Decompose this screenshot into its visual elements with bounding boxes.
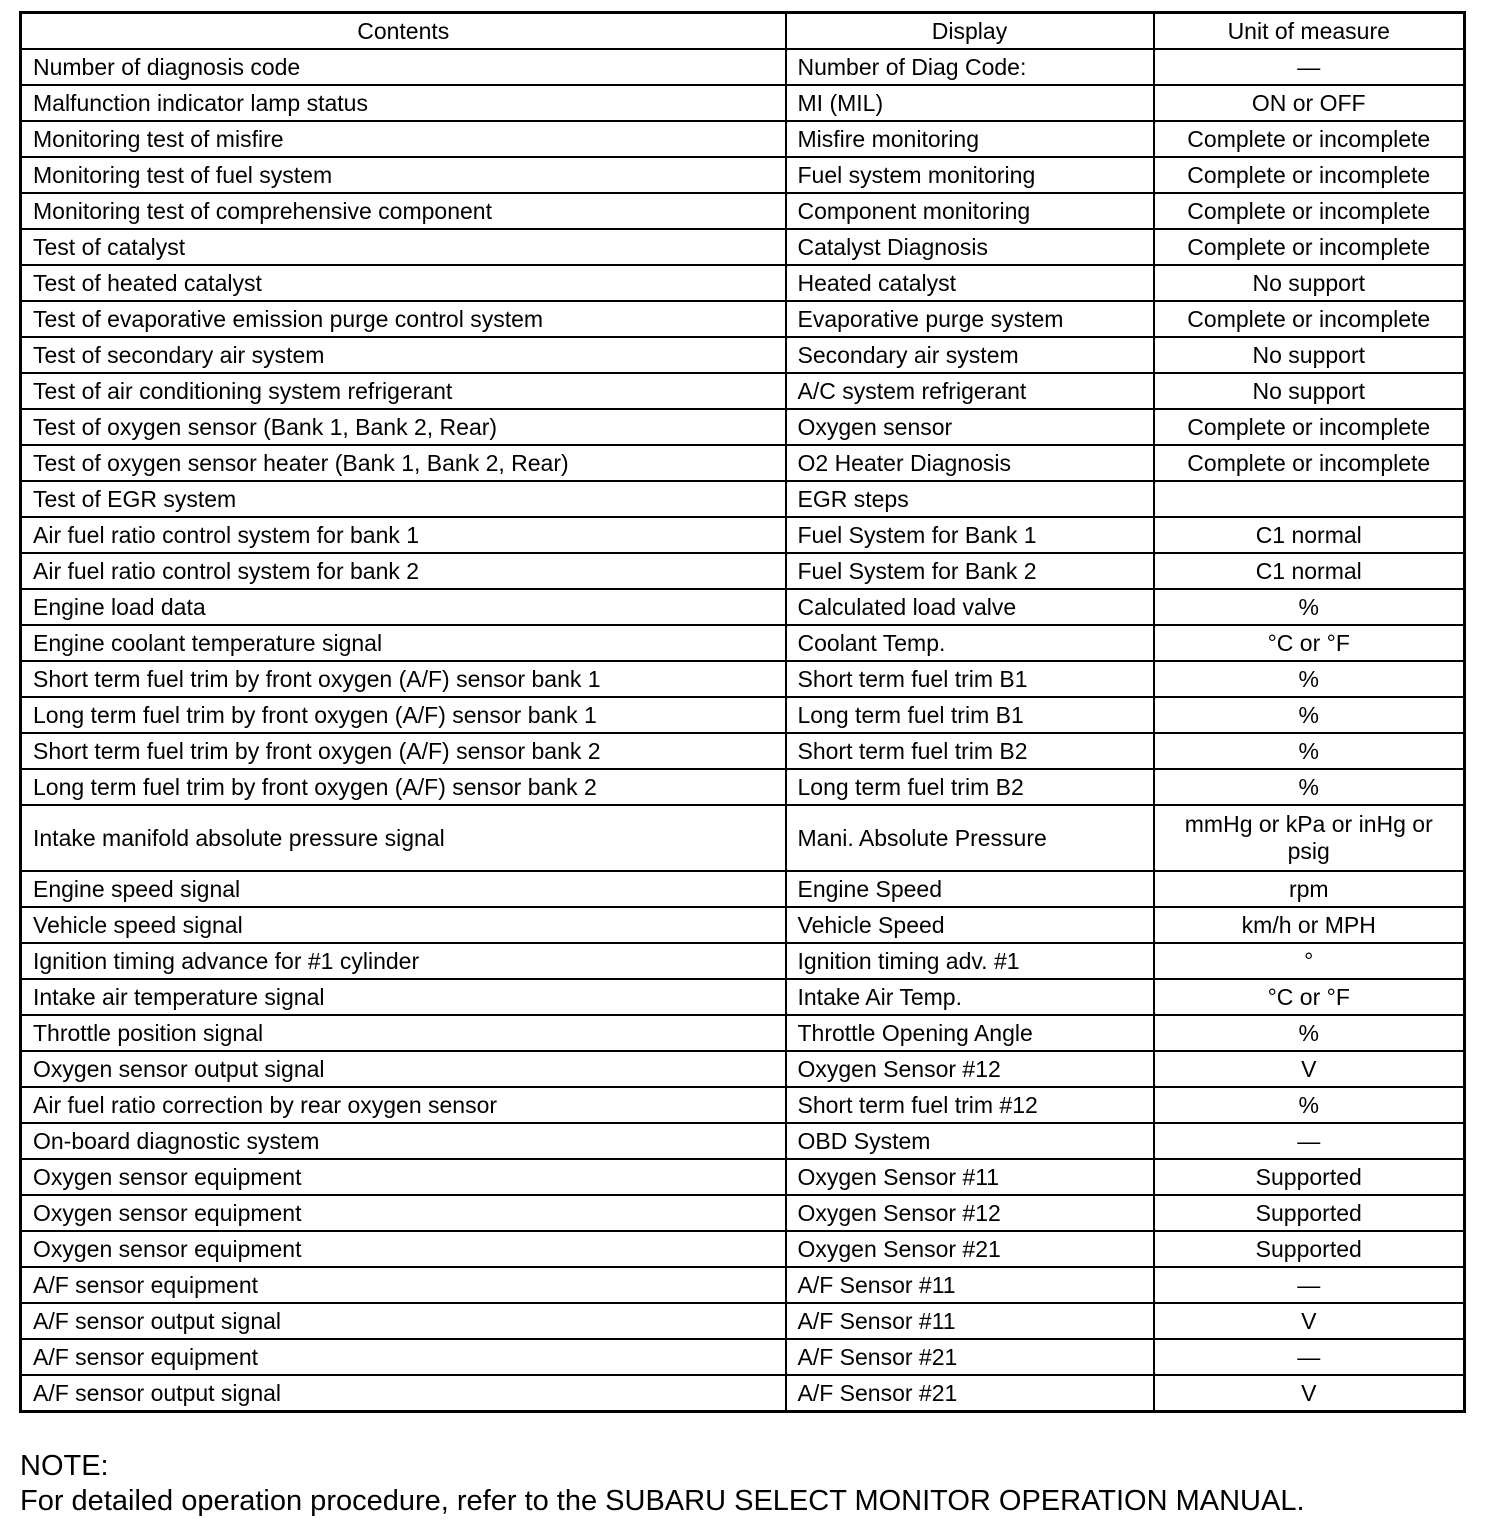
cell-unit: Complete or incomplete	[1154, 409, 1465, 445]
cell-unit: Complete or incomplete	[1154, 121, 1465, 157]
table-row	[21, 193, 1465, 229]
cell-contents: A/F sensor output signal	[21, 1375, 786, 1412]
cell-contents: Long term fuel trim by front oxygen (A/F) sensor bank 1	[21, 697, 786, 733]
cell-unit: —	[1154, 1339, 1465, 1375]
cell-display: Long term fuel trim B2	[786, 769, 1154, 805]
cell-contents: Test of oxygen sensor (Bank 1, Bank 2, Rear)	[21, 409, 786, 445]
cell-contents: Oxygen sensor equipment	[21, 1231, 786, 1267]
diagnostic-data-table	[19, 11, 1466, 1413]
cell-unit: mmHg or kPa or inHg or psig	[1154, 805, 1465, 871]
table-row	[21, 157, 1465, 193]
cell-display: EGR steps	[786, 481, 1154, 517]
cell-contents: Ignition timing advance for #1 cylinder	[21, 943, 786, 979]
cell-unit: °C or °F	[1154, 979, 1465, 1015]
table-row	[21, 1267, 1465, 1303]
cell-unit: Supported	[1154, 1159, 1465, 1195]
cell-unit: —	[1154, 1267, 1465, 1303]
cell-contents: A/F sensor equipment	[21, 1267, 786, 1303]
cell-display: Calculated load valve	[786, 589, 1154, 625]
cell-contents: A/F sensor equipment	[21, 1339, 786, 1375]
cell-display: Oxygen Sensor #12	[786, 1051, 1154, 1087]
cell-unit: °C or °F	[1154, 625, 1465, 661]
cell-unit: V	[1154, 1303, 1465, 1339]
cell-display: Number of Diag Code:	[786, 49, 1154, 85]
cell-contents: Engine coolant temperature signal	[21, 625, 786, 661]
cell-display: A/F Sensor #11	[786, 1267, 1154, 1303]
cell-display: Short term fuel trim B1	[786, 661, 1154, 697]
cell-unit: km/h or MPH	[1154, 907, 1465, 943]
cell-display: Catalyst Diagnosis	[786, 229, 1154, 265]
cell-contents: Malfunction indicator lamp status	[21, 85, 786, 121]
cell-display: MI (MIL)	[786, 85, 1154, 121]
table-row	[21, 733, 1465, 769]
table-body	[21, 49, 1465, 1412]
cell-display: Vehicle Speed	[786, 907, 1154, 943]
cell-contents: Test of air conditioning system refrigerant	[21, 373, 786, 409]
cell-contents: Engine load data	[21, 589, 786, 625]
cell-unit: %	[1154, 661, 1465, 697]
cell-display: Mani. Absolute Pressure	[786, 805, 1154, 871]
table-row	[21, 943, 1465, 979]
cell-display: Coolant Temp.	[786, 625, 1154, 661]
table-row	[21, 85, 1465, 121]
cell-display: Intake Air Temp.	[786, 979, 1154, 1015]
table-row	[21, 445, 1465, 481]
note-heading: NOTE:	[20, 1450, 109, 1482]
cell-contents: A/F sensor output signal	[21, 1303, 786, 1339]
table-row	[21, 589, 1465, 625]
table-row	[21, 121, 1465, 157]
cell-unit: Complete or incomplete	[1154, 229, 1465, 265]
cell-unit: %	[1154, 1087, 1465, 1123]
cell-display: Ignition timing adv. #1	[786, 943, 1154, 979]
cell-contents: Monitoring test of comprehensive component	[21, 193, 786, 229]
table-row	[21, 265, 1465, 301]
cell-unit: Complete or incomplete	[1154, 193, 1465, 229]
note-block	[20, 1449, 1305, 1519]
cell-unit	[1154, 481, 1465, 517]
table-row	[21, 697, 1465, 733]
cell-display: Component monitoring	[786, 193, 1154, 229]
cell-unit: °	[1154, 943, 1465, 979]
cell-contents: Monitoring test of misfire	[21, 121, 786, 157]
table-row	[21, 1375, 1465, 1412]
cell-contents: Test of oxygen sensor heater (Bank 1, Bank 2, Rear)	[21, 445, 786, 481]
cell-unit: No support	[1154, 373, 1465, 409]
cell-unit: rpm	[1154, 871, 1465, 907]
cell-unit: No support	[1154, 265, 1465, 301]
table-row	[21, 301, 1465, 337]
cell-unit: C1 normal	[1154, 517, 1465, 553]
table-row	[21, 1195, 1465, 1231]
cell-unit: ON or OFF	[1154, 85, 1465, 121]
table-row	[21, 1303, 1465, 1339]
cell-unit: %	[1154, 697, 1465, 733]
cell-display: A/C system refrigerant	[786, 373, 1154, 409]
table-row	[21, 907, 1465, 943]
cell-unit: Complete or incomplete	[1154, 445, 1465, 481]
table-row	[21, 805, 1465, 871]
cell-contents: Oxygen sensor output signal	[21, 1051, 786, 1087]
cell-unit: V	[1154, 1375, 1465, 1412]
note-text: For detailed operation procedure, refer to the SUBARU SELECT MONITOR OPERATION MANUAL.	[20, 1485, 1305, 1517]
table-row	[21, 769, 1465, 805]
column-header-display: Display	[786, 13, 1154, 50]
cell-display: Heated catalyst	[786, 265, 1154, 301]
cell-contents: Intake manifold absolute pressure signal	[21, 805, 786, 871]
cell-display: O2 Heater Diagnosis	[786, 445, 1154, 481]
cell-contents: Test of heated catalyst	[21, 265, 786, 301]
cell-display: Fuel System for Bank 1	[786, 517, 1154, 553]
cell-contents: Intake air temperature signal	[21, 979, 786, 1015]
cell-unit: Complete or incomplete	[1154, 157, 1465, 193]
table-row	[21, 871, 1465, 907]
cell-contents: Vehicle speed signal	[21, 907, 786, 943]
cell-contents: Air fuel ratio control system for bank 2	[21, 553, 786, 589]
cell-unit: %	[1154, 733, 1465, 769]
column-header-unit: Unit of measure	[1154, 13, 1465, 50]
cell-display: Misfire monitoring	[786, 121, 1154, 157]
table-row	[21, 229, 1465, 265]
cell-unit: C1 normal	[1154, 553, 1465, 589]
cell-contents: Air fuel ratio control system for bank 1	[21, 517, 786, 553]
table-row	[21, 625, 1465, 661]
cell-display: Oxygen Sensor #21	[786, 1231, 1154, 1267]
cell-unit: Supported	[1154, 1195, 1465, 1231]
cell-unit: Supported	[1154, 1231, 1465, 1267]
cell-contents: Engine speed signal	[21, 871, 786, 907]
cell-display: Oxygen sensor	[786, 409, 1154, 445]
cell-display: Fuel system monitoring	[786, 157, 1154, 193]
table-row	[21, 373, 1465, 409]
cell-display: Oxygen Sensor #12	[786, 1195, 1154, 1231]
cell-contents: Test of catalyst	[21, 229, 786, 265]
cell-display: Fuel System for Bank 2	[786, 553, 1154, 589]
cell-display: Long term fuel trim B1	[786, 697, 1154, 733]
table-row	[21, 1087, 1465, 1123]
cell-unit: Complete or incomplete	[1154, 301, 1465, 337]
table-row	[21, 1231, 1465, 1267]
cell-contents: Number of diagnosis code	[21, 49, 786, 85]
table-row	[21, 481, 1465, 517]
table-row	[21, 337, 1465, 373]
cell-display: Engine Speed	[786, 871, 1154, 907]
table-row	[21, 553, 1465, 589]
cell-display: A/F Sensor #11	[786, 1303, 1154, 1339]
cell-display: A/F Sensor #21	[786, 1339, 1154, 1375]
cell-contents: Monitoring test of fuel system	[21, 157, 786, 193]
cell-contents: On-board diagnostic system	[21, 1123, 786, 1159]
cell-unit: %	[1154, 769, 1465, 805]
table-row	[21, 661, 1465, 697]
cell-display: Oxygen Sensor #11	[786, 1159, 1154, 1195]
cell-unit: %	[1154, 589, 1465, 625]
cell-unit: No support	[1154, 337, 1465, 373]
table-row	[21, 409, 1465, 445]
table-row	[21, 1339, 1465, 1375]
cell-contents: Test of evaporative emission purge control system	[21, 301, 786, 337]
table-row	[21, 1159, 1465, 1195]
cell-contents: Short term fuel trim by front oxygen (A/F) sensor bank 1	[21, 661, 786, 697]
cell-display: Throttle Opening Angle	[786, 1015, 1154, 1051]
cell-contents: Test of secondary air system	[21, 337, 786, 373]
table-row	[21, 1051, 1465, 1087]
cell-contents: Throttle position signal	[21, 1015, 786, 1051]
cell-display: Short term fuel trim #12	[786, 1087, 1154, 1123]
column-header-contents: Contents	[21, 13, 786, 50]
cell-unit: %	[1154, 1015, 1465, 1051]
cell-display: Short term fuel trim B2	[786, 733, 1154, 769]
table-row	[21, 979, 1465, 1015]
table-row	[21, 1123, 1465, 1159]
table-row	[21, 1015, 1465, 1051]
cell-contents: Long term fuel trim by front oxygen (A/F) sensor bank 2	[21, 769, 786, 805]
cell-display: A/F Sensor #21	[786, 1375, 1154, 1412]
table-header-row	[21, 13, 1465, 50]
cell-contents: Short term fuel trim by front oxygen (A/F) sensor bank 2	[21, 733, 786, 769]
table-row	[21, 517, 1465, 553]
cell-contents: Oxygen sensor equipment	[21, 1159, 786, 1195]
cell-unit: —	[1154, 1123, 1465, 1159]
cell-display: Evaporative purge system	[786, 301, 1154, 337]
cell-contents: Test of EGR system	[21, 481, 786, 517]
table-row	[21, 49, 1465, 85]
cell-unit: —	[1154, 49, 1465, 85]
cell-display: OBD System	[786, 1123, 1154, 1159]
cell-contents: Oxygen sensor equipment	[21, 1195, 786, 1231]
cell-display: Secondary air system	[786, 337, 1154, 373]
cell-unit: V	[1154, 1051, 1465, 1087]
cell-contents: Air fuel ratio correction by rear oxygen sensor	[21, 1087, 786, 1123]
